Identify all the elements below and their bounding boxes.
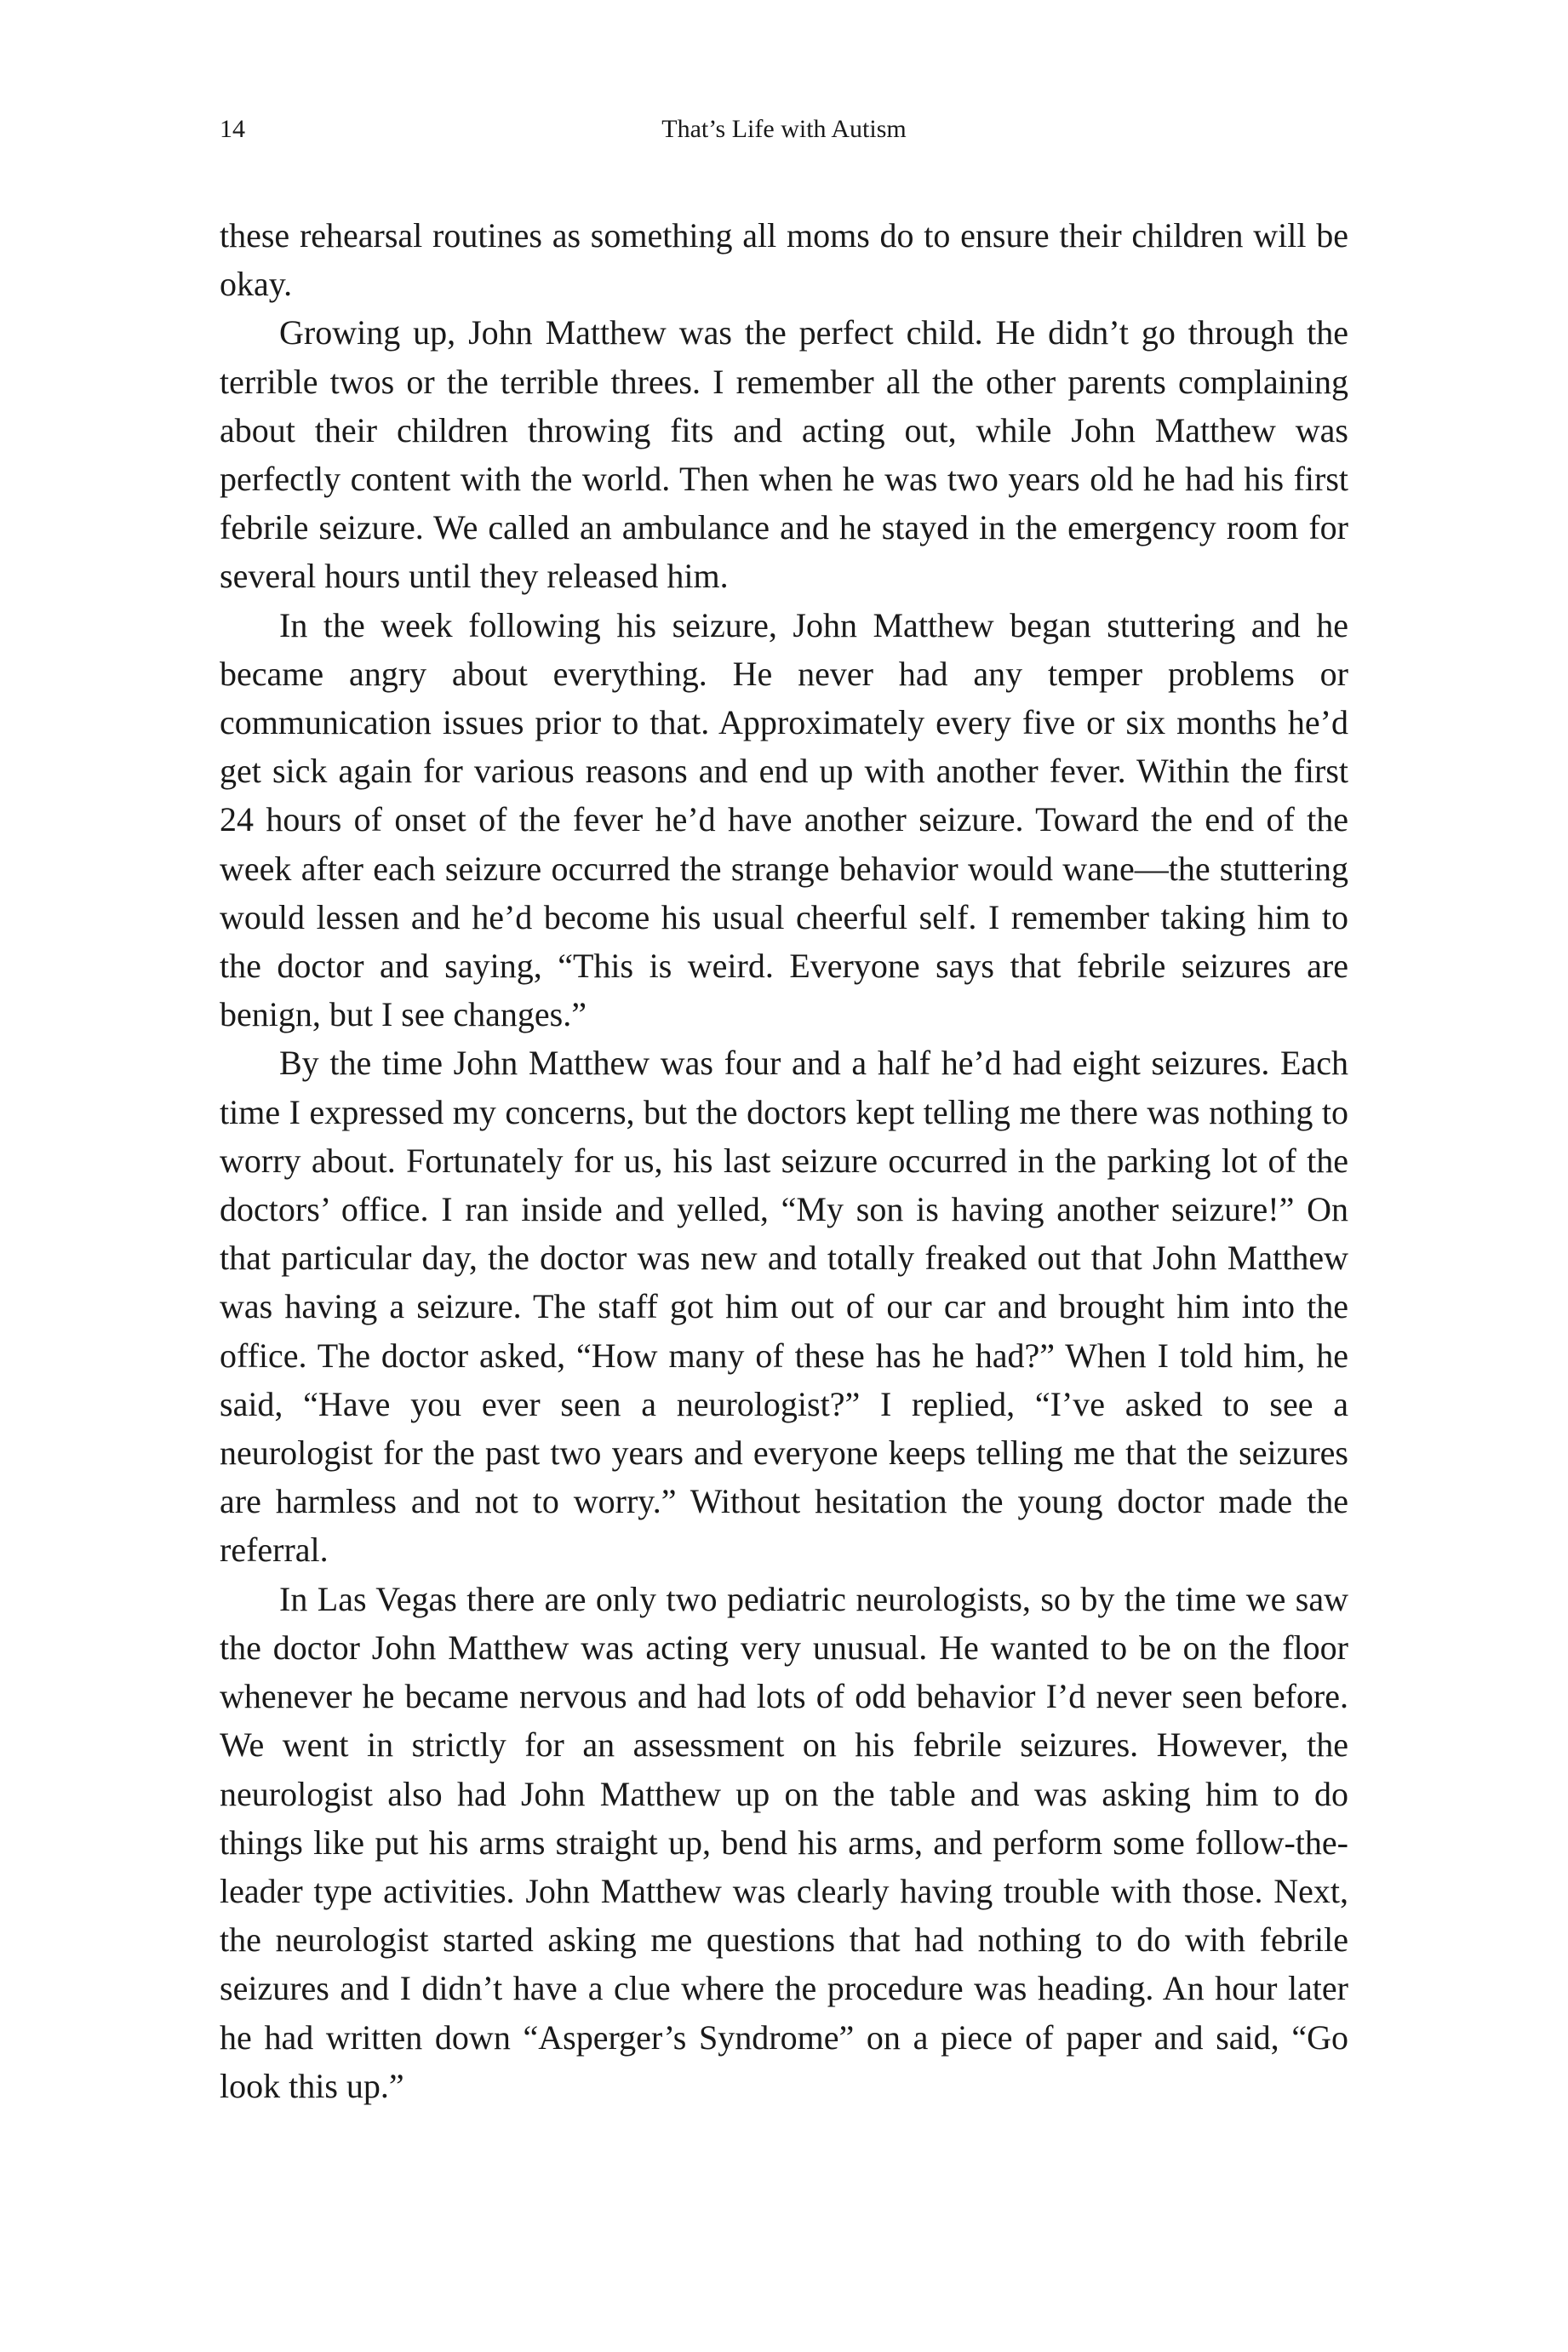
body-text bbox=[220, 211, 1348, 2110]
paragraph-continuation: these rehearsal routines as something all moms do to ensure their children will be okay. bbox=[220, 216, 1348, 304]
paragraph-growing-up: Growing up, John Matthew was the perfect child. He didn’t go through the terrible twos or the terrible threes. I remember all the other parents complaining about their children throwing fits and acting out, while John Matthew was perfectly content with the world. Then when he was two years old he had his first febrile seizure. We called an ambulance and he stayed in the emergency room for several hours until they released him. bbox=[220, 313, 1348, 596]
running-title: That’s Life with Autism bbox=[661, 115, 907, 143]
paragraph-four-and-a-half: By the time John Matthew was four and a half he’d had eight seizures. Each time I expressed my concerns, but the doctors kept telling me there was nothing to worry about. Fortunately for us, his last seizure occurred in the parking lot of the doctors’ office. I ran inside and yelled, “My son is having another seizure!” On that particular day, the doctor was new and totally freaked out that John Matthew was having a seizure. The staff got him out of our car and brought him into the office. The doctor asked, “How many of these has he had?” When I told him, he said, “Have you ever seen a neurologist?” I replied, “I’ve asked to see a neurologist for the past two years and everyone keeps telling me that the seizures are harmless and not to worry.” Without hesitation the young doctor made the referral. bbox=[220, 1044, 1348, 1570]
paragraph-week-following: In the week following his seizure, John Matthew began stuttering and he became angry about everything. He never had any temper problems or communication issues prior to that. Approximately every five or six months he’d get sick again for various reasons and end up with another fever. Within the first 24 hours of onset of the fever he’d have another seizure. Toward the end of the week after each seizure occurred the strange behavior would wane—the stuttering would lessen and he’d become his usual cheerful self. I remember taking him to the doctor and saying, “This is weird. Everyone says that febrile seizures are benign, but I see changes.” bbox=[220, 605, 1348, 1034]
page-number: 14 bbox=[220, 115, 245, 143]
paragraph-las-vegas: In Las Vegas there are only two pediatric neurologists, so by the time we saw the doctor John Matthew was acting very unusual. He wanted to be on the floor whenever he became nervous and had lots of odd behavior I’d never seen before. We went in strictly for an assessment on his febrile seizures. However, the neurologist also had John Matthew up on the table and was asking him to do things like put his arms straight up, bend his arms, and perform some follow-the-leader type activities. John Matthew was clearly having trouble with those. Next, the neurologist started asking me questions that had nothing to do with febrile seizures and I didn’t have a clue where the procedure was heading. An hour later he had written down “Asperger’s Syndrome” on a piece of paper and said, “Go look this up.” bbox=[220, 1579, 1348, 2105]
running-header bbox=[220, 109, 1348, 150]
